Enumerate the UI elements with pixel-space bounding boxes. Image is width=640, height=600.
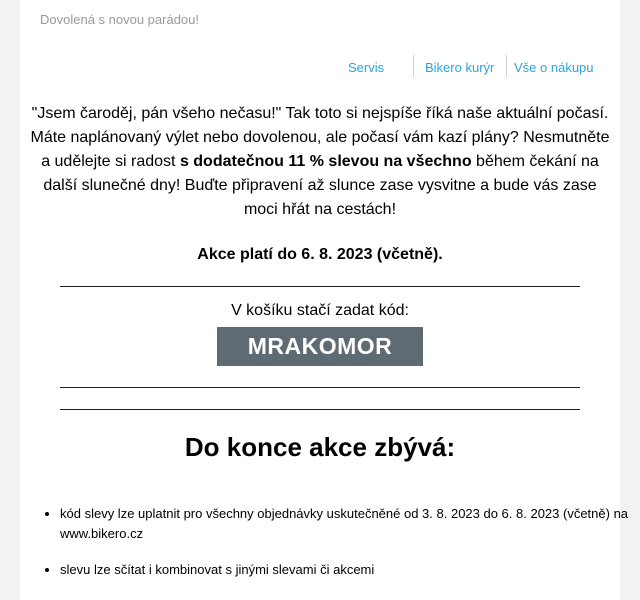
list-item: • kód slevy lze uplatnit pro všechny objednávky uskutečněné od 3. 8. 2023 do 6. 8. 2023 (včetně) na www.bikero.cz [60, 504, 640, 544]
divider-line [60, 409, 580, 410]
nav-divider [413, 55, 414, 77]
nav-link-servis[interactable]: Servis [348, 60, 385, 75]
divider-line [60, 387, 580, 388]
intro-text-1: "Jsem čaroděj, pán všeho nečasu!" Tak toto si nejspíše říká naše aktuální počasí. Máte naplánovaný výlet nebo dovolenou, ale počasí vám kazí plány? Nesmutněte a udělejte si radost [30, 105, 610, 170]
countdown-title: Do konce akce zbývá: [184, 432, 456, 462]
nav-link-vse-o-nakupu[interactable]: Vše o nákupu [514, 60, 594, 75]
divider-line [60, 286, 580, 287]
preheader-text: Dovolená s novou parádou! [40, 12, 200, 27]
promo-validity: Akce platí do 6. 8. 2023 (včetně). [197, 246, 443, 263]
email-body [20, 0, 629, 600]
intro-paragraph [30, 102, 610, 222]
top-nav [20, 55, 620, 79]
list-item: • slevu lze sčítat i kombinovat s jinými slevami či akcemi [60, 560, 640, 580]
code-label: V košíku stačí zadat kód: [231, 302, 409, 319]
intro-discount-highlight: s dodatečnou 11 % slevou na všechno [179, 153, 472, 170]
nav-link-bikero-kuryr[interactable]: Bikero kurýr [425, 60, 495, 75]
terms-list [40, 504, 640, 596]
intro-text-2: během čekání na další slunečné dny! Buďte připravení až slunce zase vysvitne a bude vás zase moci hřát na cestách! [43, 153, 599, 218]
nav-divider [506, 55, 507, 77]
promo-code-box[interactable]: MRAKOMOR [217, 327, 423, 366]
